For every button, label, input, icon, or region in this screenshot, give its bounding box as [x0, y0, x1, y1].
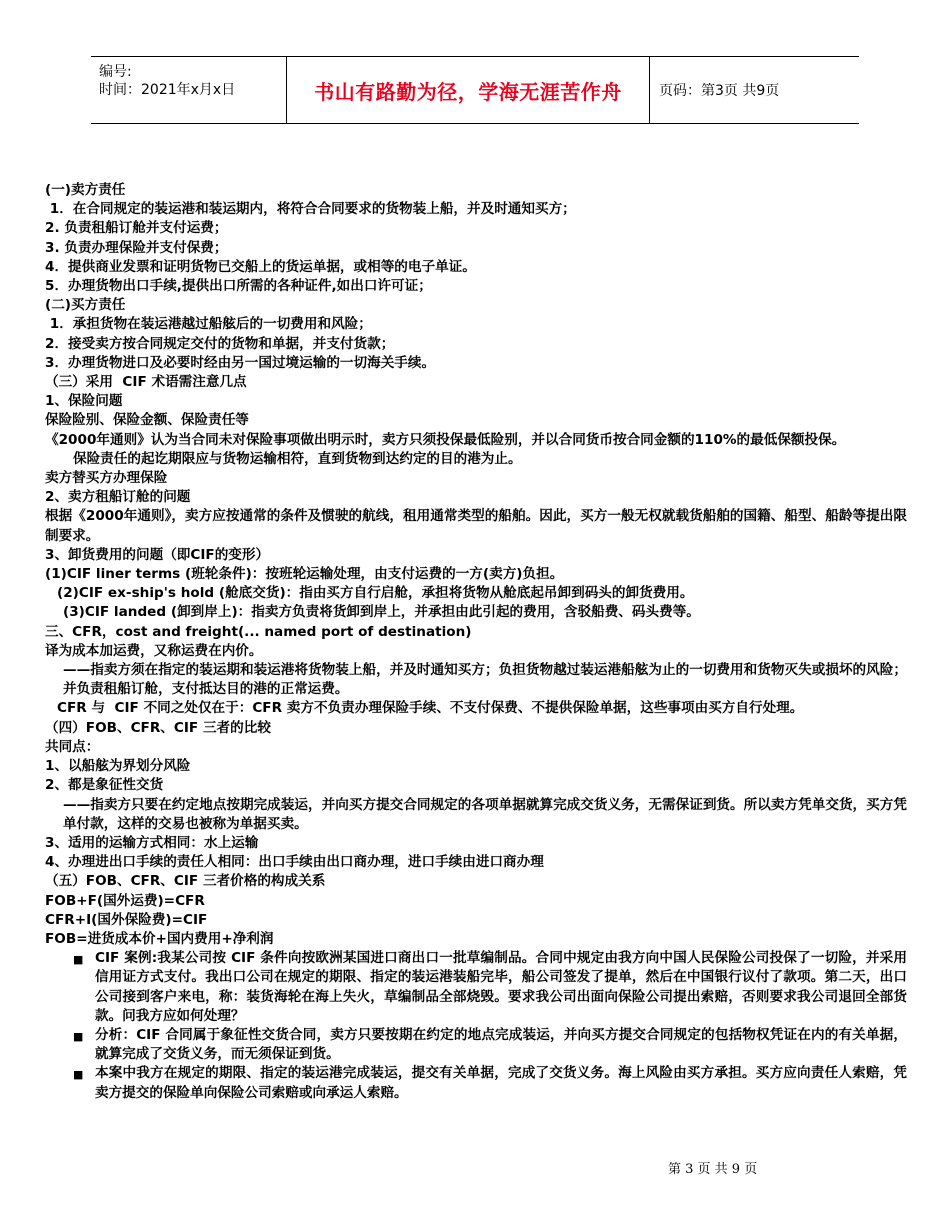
formula: CFR+I(国外保险费)=CIF	[45, 911, 208, 928]
square-bullet-icon: ■	[73, 1029, 84, 1043]
time-label: 时间：2021年x月x日	[99, 82, 236, 98]
bullet-item	[73, 949, 907, 1026]
bullet-item	[73, 1026, 907, 1064]
paragraph: (3)CIF landed (卸到岸上)：指卖方负责将货卸到岸上，并承担由此引起的费用，含驳船费、码头费等。	[63, 604, 700, 621]
formula: FOB=进货成本价+国内费用+净利润	[45, 930, 274, 947]
paragraph: 根据《2000年通则》，卖方应按通常的条件及惯驶的航线，租用通常类型的船舶。因此，买方一般无权就载货船舶的国籍、船型、船龄等提出限制要求。	[45, 508, 907, 544]
paragraph: 5．办理货物出口手续,提供出口所需的各种证件,如出口许可证；	[45, 278, 432, 295]
header-meta-cell	[91, 57, 287, 123]
paragraph: 《2000年通则》认为当合同未对保险事项做出明示时，卖方只须投保最低险别，并以合同货币按合同金额的110%的最低保额投保。	[45, 431, 846, 448]
header-table	[91, 56, 859, 124]
paragraph: 3．办理货物进口及必要时经由另一国过境运输的一切海关手续。	[45, 354, 436, 371]
paragraph: 4．提供商业发票和证明货物已交船上的货运单据，或相等的电子单证。	[45, 258, 476, 275]
paragraph: 1．在合同规定的装运港和装运期内，将符合合同要求的货物装上船，并及时通知买方；	[45, 201, 576, 218]
paragraph: 共同点：	[45, 738, 100, 755]
paragraph: 3、卸货费用的问题（即CIF的变形）	[45, 546, 270, 563]
motto: 书山有路勤为径，学海无涯苦作舟	[314, 79, 622, 104]
bullet-text: CIF 案例:我某公司按 CIF 条件向按欧洲某国进口商出口一批草编制品。合同中规定由我方向中国人民保险公司投保了一切险，并采用信用证方式支付。我出口公司在规定的期限、指定的装运港装船完毕，船公司签发了提单，然后在中国银行议付了款项。第二天，出口公司接到客户来电，称：装货海轮在海上失火，草编制品全部烧毁。要求我公司出面向保险公司提出索赔，否则要求我公司退回全部货款。问我方应如何处理？	[95, 950, 907, 1024]
bullet-item	[73, 1064, 907, 1102]
paragraph: CFR 与 CIF 不同之处仅在于：CFR 卖方不负责办理保险手续、不支付保费、不提供保险单据，这些事项由买方自行处理。	[57, 700, 804, 717]
paragraph: ——指卖方须在指定的装运期和装运港将货物装上船，并及时通知买方；负担货物越过装运港船舷为止的一切费用和货物灭失或损坏的风险；并负责租船订舱，支付抵达目的港的正常运费。	[63, 662, 907, 698]
paragraph: 3. 负责办理保险并支付保费；	[45, 239, 228, 256]
paragraph: ——指卖方只要在约定地点按期完成装运，并向买方提交合同规定的各项单据就算完成交货义务，无需保证到货。所以卖方凭单交货，买方凭单付款，这样的交易也被称为单据买卖。	[63, 796, 907, 832]
section-heading: （四）FOB、CFR、CIF 三者的比较	[45, 719, 271, 736]
paragraph: 2．接受卖方按合同规定交付的货物和单据，并支付货款；	[45, 335, 395, 352]
page-label: 页码：第3页 共9页	[659, 83, 780, 99]
section-heading: （五）FOB、CFR、CIF 三者价格的构成关系	[45, 873, 326, 890]
paragraph: 译为成本加运费，又称运费在内价。	[45, 642, 263, 659]
section-heading: (一)卖方责任	[45, 182, 126, 198]
formula: FOB+F(国外运费)=CFR	[45, 892, 205, 909]
square-bullet-icon: ■	[73, 953, 84, 967]
paragraph: 1．承担货物在装运港越过船舷后的一切费用和风险；	[45, 316, 372, 333]
bullet-text: 分析：CIF 合同属于象征性交货合同，卖方只要按期在约定的地点完成装运，并向买方提交合同规定的包括物权凭证在内的有关单据，就算完成了交货义务，而无须保证到货。	[95, 1026, 907, 1063]
paragraph: 保险责任的起讫期限应与货物运输相符，直到货物到达约定的目的港为止。	[73, 450, 522, 467]
square-bullet-icon: ■	[73, 1068, 84, 1082]
paragraph: 卖方替买方办理保险	[45, 470, 168, 487]
paragraph: 2. 负责租船订舱并支付运费；	[45, 220, 228, 237]
page-footer: 第 3 页 共 9 页	[668, 1162, 758, 1177]
section-heading: (二)买方责任	[45, 297, 126, 314]
paragraph: 3、适用的运输方式相同：水上运输	[45, 834, 259, 851]
paragraph: 2、都是象征性交货	[45, 777, 164, 794]
document-body	[45, 181, 907, 1103]
paragraph: 1、保险问题	[45, 393, 123, 410]
paragraph: (1)CIF liner terms (班轮条件)：按班轮运输处理，由支付运费的一方(卖方)负担。	[45, 566, 564, 583]
paragraph: 1、以船舷为界划分风险	[45, 758, 191, 775]
bullet-text: 本案中我方在规定的期限、指定的装运港完成装运，提交有关单据，完成了交货义务。海上风险由买方承担。买方应向责任人索赔，凭卖方提交的保险单向保险公司索赔或向承运人索赔。	[95, 1065, 907, 1101]
section-heading: 三、CFR，cost and freight(... named port of destination)	[45, 623, 472, 640]
paragraph: 4、办理进出口手续的责任人相同：出口手续由出口商办理，进口手续由进口商办理	[45, 854, 544, 871]
paragraph: 2、卖方租船订舱的问题	[45, 489, 191, 506]
paragraph: 保险险别、保险金额、保险责任等	[45, 412, 249, 429]
section-heading: （三）采用 CIF 术语需注意几点	[45, 374, 247, 391]
number-label: 编号:	[99, 64, 132, 80]
header-motto-cell	[287, 57, 650, 123]
paragraph: (2)CIF ex-ship's hold (舱底交货)：指由买方自行启舱，承担将货物从舱底起吊卸到码头的卸货费用。	[57, 585, 694, 602]
header-page-cell	[650, 57, 859, 123]
